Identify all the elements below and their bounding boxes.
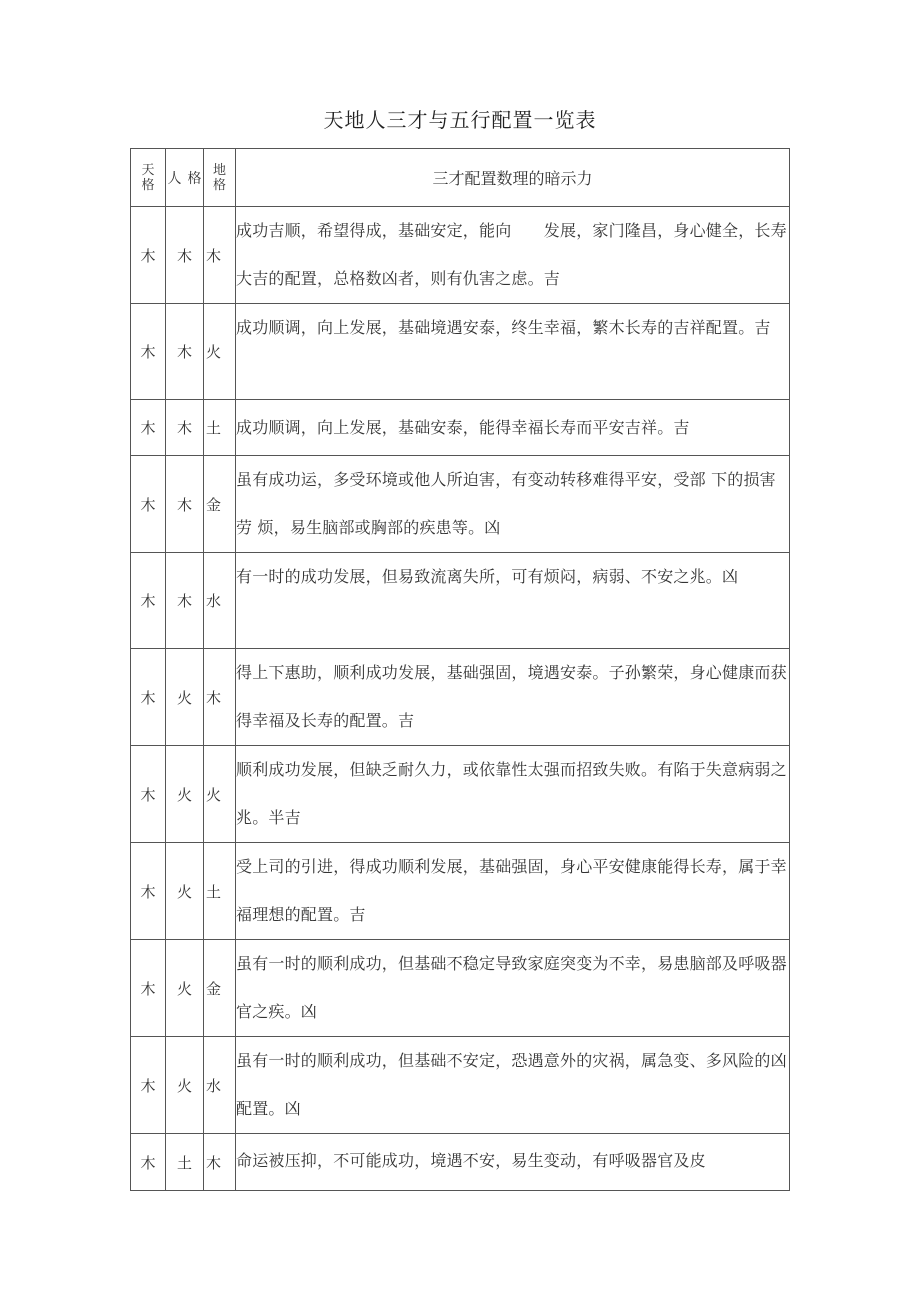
ren-ge-cell: 木 [166,400,204,456]
ren-ge-cell: 火 [166,649,204,746]
description-cell: 虽有成功运，多受环境或他人所迫害，有变动转移难得平安，受部 下的损害劳 烦，易生脑部或胸部的疾患等。凶 [236,456,790,553]
table-row [131,207,790,304]
table-row [131,746,790,843]
tian-ge-cell: 木 [131,746,166,843]
description-cell: 成功顺调，向上发展，基础安泰，能得幸福长寿而平安吉祥。吉 [236,400,790,456]
sancai-table [130,148,790,1191]
ren-ge-cell: 火 [166,940,204,1037]
header-di-ge: 地格 [204,149,236,207]
tian-ge-cell: 木 [131,304,166,400]
description-cell: 得上下惠助，顺利成功发展，基础强固，境遇安泰。子孙繁荣，身心健康而获得幸福及长寿的配置。吉 [236,649,790,746]
tian-ge-cell: 木 [131,400,166,456]
table-row [131,843,790,940]
table-row [131,1037,790,1134]
description-cell: 有一时的成功发展，但易致流离失所，可有烦闷，病弱、不安之兆。凶 [236,553,790,649]
ren-ge-cell: 土 [166,1134,204,1191]
di-ge-cell: 火 [204,746,236,843]
table-header-row [131,149,790,207]
di-ge-cell: 金 [204,940,236,1037]
di-ge-cell: 水 [204,1037,236,1134]
table-row [131,940,790,1037]
description-cell: 成功吉顺，希望得成，基础安定，能向 发展，家门隆昌，身心健全，长寿大吉的配置，总格数凶者，则有仇害之虑。吉 [236,207,790,304]
di-ge-cell: 土 [204,400,236,456]
ren-ge-cell: 木 [166,553,204,649]
ren-ge-cell: 木 [166,207,204,304]
di-ge-cell: 金 [204,456,236,553]
table-row [131,553,790,649]
tian-ge-cell: 木 [131,649,166,746]
tian-ge-cell: 木 [131,1134,166,1191]
description-cell: 命运被压抑，不可能成功，境遇不安，易生变动，有呼吸器官及皮 [236,1134,790,1191]
tian-ge-cell: 木 [131,207,166,304]
tian-ge-cell: 木 [131,843,166,940]
page-title: 天地人三才与五行配置一览表 [323,108,597,132]
di-ge-cell: 火 [204,304,236,400]
tian-ge-cell: 木 [131,456,166,553]
tian-ge-cell: 木 [131,940,166,1037]
description-cell: 顺利成功发展，但缺乏耐久力，或依靠性太强而招致失败。有陷于失意病弱之兆。半吉 [236,746,790,843]
table-row [131,456,790,553]
description-cell: 成功顺调，向上发展，基础境遇安泰，终生幸福，繁木长寿的吉祥配置。吉 [236,304,790,400]
ren-ge-cell: 火 [166,843,204,940]
ren-ge-cell: 木 [166,456,204,553]
header-description: 三才配置数理的暗示力 [236,149,790,207]
description-cell: 虽有一时的顺利成功，但基础不稳定导致家庭突变为不幸，易患脑部及呼吸器官之疾。凶 [236,940,790,1037]
table-row [131,304,790,400]
di-ge-cell: 水 [204,553,236,649]
description-cell: 虽有一时的顺利成功，但基础不安定，恐遇意外的灾祸，属急变、多风险的凶配置。凶 [236,1037,790,1134]
di-ge-cell: 木 [204,1134,236,1191]
table-row [131,649,790,746]
header-tian-ge: 天格 [131,149,166,207]
ren-ge-cell: 火 [166,1037,204,1134]
description-cell: 受上司的引进，得成功顺利发展，基础强固，身心平安健康能得长寿，属于幸福理想的配置。吉 [236,843,790,940]
di-ge-cell: 木 [204,207,236,304]
di-ge-cell: 土 [204,843,236,940]
tian-ge-cell: 木 [131,553,166,649]
di-ge-cell: 木 [204,649,236,746]
header-ren-ge: 人 格 [166,149,204,207]
table-row [131,400,790,456]
ren-ge-cell: 火 [166,746,204,843]
table-row [131,1134,790,1191]
ren-ge-cell: 木 [166,304,204,400]
tian-ge-cell: 木 [131,1037,166,1134]
